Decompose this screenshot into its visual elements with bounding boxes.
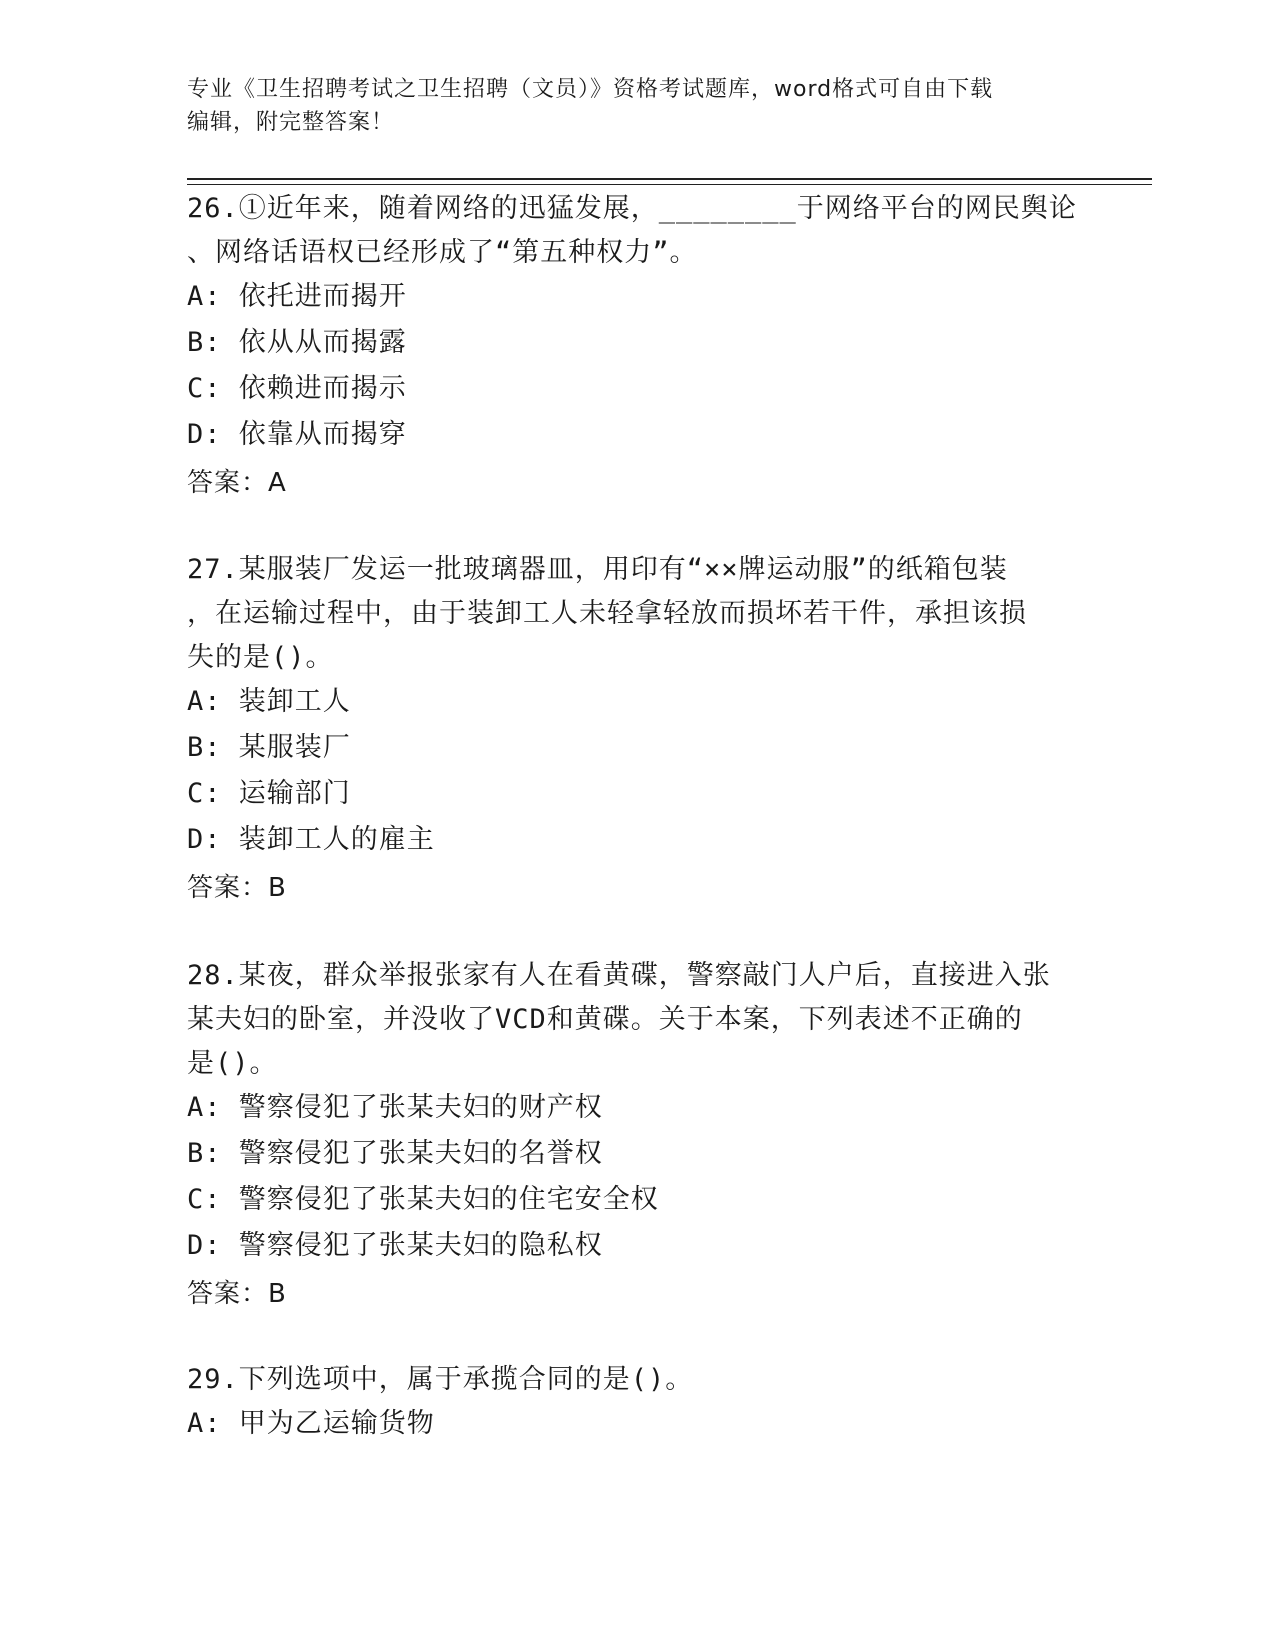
question-29 xyxy=(187,1358,1077,1448)
question-stem-line-2: ，在运输过程中，由于装卸工人未轻拿轻放而损坏若干件，承担该损 xyxy=(187,598,1027,629)
answer: 答案：B xyxy=(187,873,287,903)
question-28 xyxy=(187,954,1077,1316)
option-d: D: 依靠从而揭穿 xyxy=(187,419,407,450)
answer: 答案：B xyxy=(187,1279,287,1309)
option-d: D: 装卸工人的雇主 xyxy=(187,824,435,855)
option-a: A: 依托进而揭开 xyxy=(187,281,407,312)
option-b: B: 警察侵犯了张某夫妇的名誉权 xyxy=(187,1138,603,1169)
header-divider-thick xyxy=(187,178,1152,180)
document-header xyxy=(187,73,1087,139)
question-stem-line-1: 28.某夜，群众举报张家有人在看黄碟，警察敲门人户后，直接进入张 xyxy=(187,960,1051,991)
question-stem-line-2: 某夫妇的卧室，并没收了VCD和黄碟。关于本案，下列表述不正确的 xyxy=(187,1004,1023,1035)
option-b: B: 某服装厂 xyxy=(187,732,351,763)
question-stem-line-1: 26.①近年来，随着网络的迅猛发展，________于网络平台的网民舆论 xyxy=(187,193,1077,224)
option-d: D: 警察侵犯了张某夫妇的隐私权 xyxy=(187,1230,603,1261)
header-line-2: 编辑，附完整答案！ xyxy=(187,110,395,135)
question-27 xyxy=(187,548,1077,910)
question-stem-line-1: 27.某服装厂发运一批玻璃器皿，用印有“××牌运动服”的纸箱包装 xyxy=(187,554,1008,585)
header-divider-thin xyxy=(187,184,1152,185)
option-b: B: 依从从而揭露 xyxy=(187,327,407,358)
question-stem-line-3: 是()。 xyxy=(187,1048,278,1079)
option-c: C: 警察侵犯了张某夫妇的住宅安全权 xyxy=(187,1184,659,1215)
question-stem-line-1: 29.下列选项中，属于承揽合同的是()。 xyxy=(187,1364,694,1395)
question-26 xyxy=(187,187,1077,505)
header-line-1: 专业《卫生招聘考试之卫生招聘（文员）》资格考试题库，word格式可自由下载 xyxy=(187,77,994,102)
option-a: A: 甲为乙运输货物 xyxy=(187,1408,435,1439)
answer: 答案：A xyxy=(187,468,287,498)
question-stem-line-2: 、网络话语权已经形成了“第五种权力”。 xyxy=(187,237,698,268)
option-a: A: 警察侵犯了张某夫妇的财产权 xyxy=(187,1092,603,1123)
option-c: C: 运输部门 xyxy=(187,778,351,809)
option-a: A: 装卸工人 xyxy=(187,686,351,717)
question-stem-line-3: 失的是()。 xyxy=(187,642,334,673)
option-c: C: 依赖进而揭示 xyxy=(187,373,407,404)
